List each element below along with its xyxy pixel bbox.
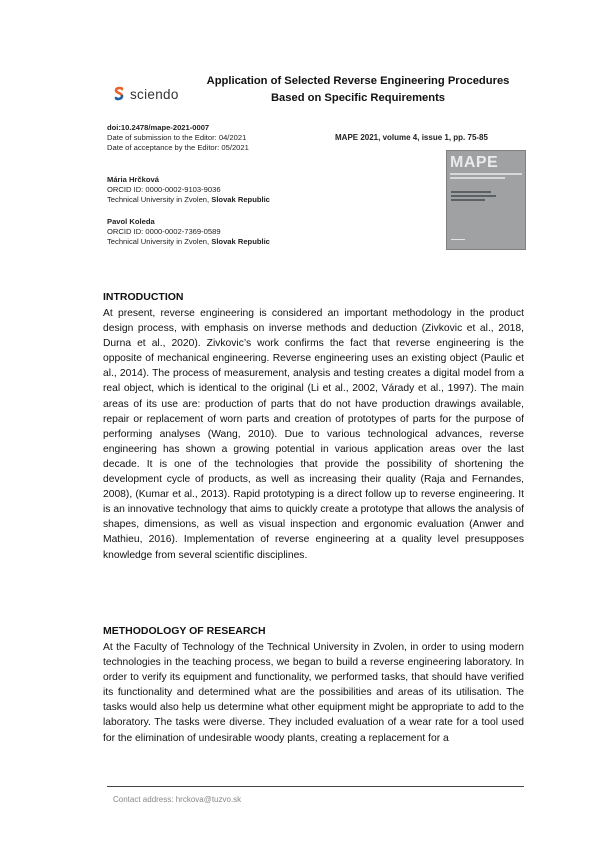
cover-text-line [451, 199, 485, 201]
author-country: Slovak Republic [211, 237, 270, 246]
cover-title: MAPE [450, 154, 499, 171]
author-orcid: ORCID ID: 0000-0002-7369-0589 [107, 227, 221, 236]
author-block [107, 175, 270, 205]
cover-text-line [451, 195, 496, 197]
acceptance-date: Date of acceptance by the Editor: 05/2021 [107, 142, 249, 152]
footer-divider [107, 786, 524, 787]
author-name: Mária Hrčková [107, 175, 159, 184]
paper-title [180, 73, 536, 107]
author-country: Slovak Republic [211, 195, 270, 204]
author-affiliation: Technical University in Zvolen, Slovak Republic [107, 195, 270, 204]
title-line-2: Based on Specific Requirements [270, 92, 446, 104]
journal-reference: MAPE 2021, volume 4, issue 1, pp. 75-85 [335, 133, 488, 142]
submission-date: Date of submission to the Editor: 04/2021 [107, 133, 247, 142]
section-heading-methodology: METHODOLOGY OF RESEARCH [103, 625, 266, 637]
author-orcid: ORCID ID: 0000-0002-9103-9036 [107, 185, 221, 194]
title-line-1: Application of Selected Reverse Engineering Procedures [206, 75, 510, 87]
sciendo-logo-icon [113, 86, 125, 102]
introduction-paragraph: At present, reverse engineering is considered an important methodology in the product design process, with emphasis on inverse methods and deduction (Zivkovic et al., 2018, Durna et al., 2020). Zivkovic’s work confirms the fact that reverse engineering is the opposite of mechanical engineering. Reverse engineering uses an existing object (Paulic et al., 2014). The process of measurement, analysis and testing creates a digital model from a real object, which is identical to the original (Li et al., 2002, Várady et al., 1997). The main areas of its use are: production of parts that do not have production drawings available, repair or replacement of worn parts and creation of prototypes of parts for the purpose of performing analyses (Wang, 2010). Due to various technological advances, reverse engineering has shown a growing potential in various application areas over the last decade. It is one of the technologies that provide the possibility of shortening the development cycle of products, as well as increasing their quality (Raja and Fernandes, 2008), (Kumar et al., 2013). Rapid prototyping is a direct follow up to reverse engineering. It is an innovative technology that aims to quickly create a prototype that allows the analysis of shapes, dimensions, as well as visual inspection and ergonomic evaluation (Anwer and Mathieu, 2016). Implementation of reverse engineering at a quality level presupposes knowledge from several scientific disciplines. [103, 308, 524, 561]
contact-address: Contact address: hrckova@tuzvo.sk [113, 795, 242, 804]
submission-dates [107, 133, 249, 152]
author-affiliation: Technical University in Zvolen, Slovak Republic [107, 237, 270, 246]
publisher-logo [113, 86, 179, 102]
methodology-paragraph: At the Faculty of Technology of the Technical University in Zvolen, in order to using modern technologies in the teaching process, we began to build a reverse engineering laboratory. In order to verify its equipment and functionality, we performed tasks, that should have verified its functionality and determined what are the possibilities and areas of its utilisation. The tasks would also help us determine what other equipment might be appropriate to add to the laboratory. The tasks were diverse. They included evaluation of a wear rate for a tool used for the elimination of undesirable woody plants, creating a replacement for a [103, 642, 524, 744]
section-heading-introduction: INTRODUCTION [103, 291, 184, 303]
cover-divider [450, 173, 522, 175]
publisher-name: sciendo [130, 86, 179, 102]
journal-cover-image [446, 150, 526, 250]
cover-divider [450, 177, 505, 179]
author-name: Pavol Koleda [107, 217, 155, 226]
author-block [107, 217, 270, 247]
cover-publisher-mark [451, 239, 465, 241]
doi: doi:10.2478/mape-2021-0007 [107, 123, 210, 132]
cover-text-line [451, 191, 491, 193]
